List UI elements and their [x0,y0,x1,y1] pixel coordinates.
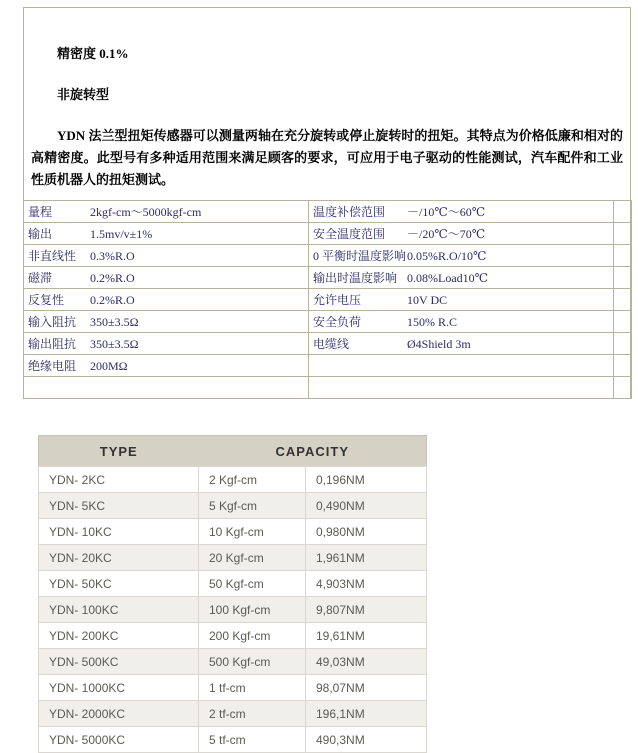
spec-table-row [24,377,632,399]
spec-table-row [24,289,632,311]
spec-cell-right [309,355,614,377]
spec-cell-spacer [614,377,632,399]
spec-value: 0.05%R.O/10℃ [407,249,487,263]
spec-label: 绝缘电阻 [28,359,77,373]
spec-cell-right [309,245,614,267]
spec-table-row [24,201,632,223]
capacity-table-row [39,701,427,727]
capacity-table-row [39,519,427,545]
precision-heading: 精密度 0.1% [57,46,129,61]
spec-label: 0 平衡时温度影响 [313,249,407,263]
spec-cell-spacer [614,333,632,355]
spec-cell-spacer [614,201,632,223]
spec-value: 200MΩ [90,359,128,373]
description-paragraph: YDN 法兰型扭矩传感器可以测量两轴在充分旋转或停止旋转时的扭矩。其特点为价格低廉和相对的高精密度。此型号有多种适用范围来满足顾客的要求，可应用于电子驱动的性能测试，汽车配件和工业性质机器人的扭矩测试。 [31,128,623,187]
capacity-type-cell: YDN- 200KC [39,623,199,649]
spec-value: 0.3%R.O [90,249,135,263]
capacity-type-cell: YDN- 100KC [39,597,199,623]
capacity-table-row [39,623,427,649]
spec-label: 反复性 [28,293,65,307]
spec-frame-inner [24,8,630,191]
capacity-table-row [39,675,427,701]
spec-label: 非直线性 [28,249,77,263]
capacity-kgf-cell: 100 Kgf-cm [199,597,306,623]
capacity-type-cell: YDN- 5KC [39,493,199,519]
capacity-nm-cell: 19,61NM [306,623,427,649]
capacity-table-row [39,493,427,519]
spec-label: 允许电压 [313,293,362,307]
capacity-kgf-cell: 500 Kgf-cm [199,649,306,675]
spec-value: 0.2%R.O [90,293,135,307]
spec-value: Ø4Shield 3m [407,337,471,351]
capacity-type-cell: YDN- 20KC [39,545,199,571]
spec-table-row [24,267,632,289]
capacity-kgf-cell: 10 Kgf-cm [199,519,306,545]
capacity-table [38,435,427,753]
spec-cell-spacer [614,355,632,377]
capacity-nm-cell: 98,07NM [306,675,427,701]
capacity-kgf-cell: 2 Kgf-cm [199,467,306,493]
capacity-kgf-cell: 5 Kgf-cm [199,493,306,519]
spec-table-body [24,201,632,399]
spec-cell-spacer [614,223,632,245]
capacity-kgf-cell: 50 Kgf-cm [199,571,306,597]
spec-label: 输入阻抗 [28,315,77,329]
capacity-nm-cell: 0,980NM [306,519,427,545]
capacity-table-head [39,436,427,467]
capacity-nm-cell: 4,903NM [306,571,427,597]
spec-label: 量程 [28,205,53,219]
spec-cell-left [24,289,309,311]
spec-label: 输出 [28,227,53,241]
spec-value: 10V DC [407,293,448,307]
spec-cell-right [309,267,614,289]
spec-label: 安全负荷 [313,315,362,329]
capacity-nm-cell: 0,196NM [306,467,427,493]
capacity-header-row [39,436,427,467]
spec-frame [23,7,631,399]
type-heading: 非旋转型 [57,87,110,102]
spec-value: 1.5mv/v±1% [90,227,153,241]
capacity-type-cell: YDN- 1000KC [39,675,199,701]
capacity-nm-cell: 1,961NM [306,545,427,571]
spec-table [23,200,632,399]
spec-value: 2kgf-cm～5000kgf-cm [90,205,202,219]
capacity-table-row [39,467,427,493]
spec-label: 安全温度范围 [313,227,386,241]
capacity-table-row [39,597,427,623]
spec-value: －/20℃～70℃ [407,227,486,241]
spec-cell-spacer [614,267,632,289]
spec-label: 输出阻抗 [28,337,77,351]
capacity-kgf-cell: 2 tf-cm [199,701,306,727]
capacity-kgf-cell: 20 Kgf-cm [199,545,306,571]
capacity-nm-cell: 49,03NM [306,649,427,675]
capacity-nm-cell: 196,1NM [306,701,427,727]
spec-cell-left [24,223,309,245]
spec-value: 0.2%R.O [90,271,135,285]
spec-cell-spacer [614,289,632,311]
spec-table-row [24,333,632,355]
spec-label: 电缆线 [313,337,350,351]
spec-cell-left [24,245,309,267]
capacity-type-cell: YDN- 2KC [39,467,199,493]
spec-value: 0.08%Load10℃ [407,271,489,285]
capacity-column-header: CAPACITY [199,436,427,467]
spec-cell-left [24,267,309,289]
capacity-table-row [39,545,427,571]
capacity-nm-cell: 0,490NM [306,493,427,519]
capacity-table-body [39,467,427,753]
spec-value: 150% R.C [407,315,458,329]
capacity-type-cell: YDN- 5000KC [39,727,199,753]
spec-cell-right [309,289,614,311]
spec-table-row [24,223,632,245]
spec-cell-spacer [614,245,632,267]
spec-cell-right [309,311,614,333]
spec-cell-right [309,377,614,399]
spec-cell-left [24,355,309,377]
spec-cell-spacer [614,311,632,333]
capacity-kgf-cell: 200 Kgf-cm [199,623,306,649]
capacity-table-row [39,649,427,675]
spec-cell-right [309,333,614,355]
spec-cell-left [24,201,309,223]
spec-table-row [24,245,632,267]
spec-label: 温度补偿范围 [313,205,386,219]
capacity-type-cell: YDN- 500KC [39,649,199,675]
spec-cell-right [309,201,614,223]
capacity-table-row [39,571,427,597]
spec-cell-left [24,377,309,399]
spec-table-row [24,311,632,333]
capacity-type-cell: YDN- 50KC [39,571,199,597]
spec-value: 350±3.5Ω [90,315,139,329]
capacity-type-cell: YDN- 10KC [39,519,199,545]
capacity-kgf-cell: 1 tf-cm [199,675,306,701]
spec-label: 磁滞 [28,271,53,285]
spec-cell-left [24,311,309,333]
capacity-nm-cell: 9,807NM [306,597,427,623]
capacity-kgf-cell: 5 tf-cm [199,727,306,753]
spec-cell-left [24,333,309,355]
capacity-type-cell: YDN- 2000KC [39,701,199,727]
spec-value: 350±3.5Ω [90,337,139,351]
capacity-nm-cell: 490,3NM [306,727,427,753]
spec-label: 输出时温度影响 [313,271,398,285]
spec-table-row [24,355,632,377]
spec-value: －/10℃～60℃ [407,205,486,219]
type-column-header: TYPE [39,436,199,467]
spec-cell-right [309,223,614,245]
